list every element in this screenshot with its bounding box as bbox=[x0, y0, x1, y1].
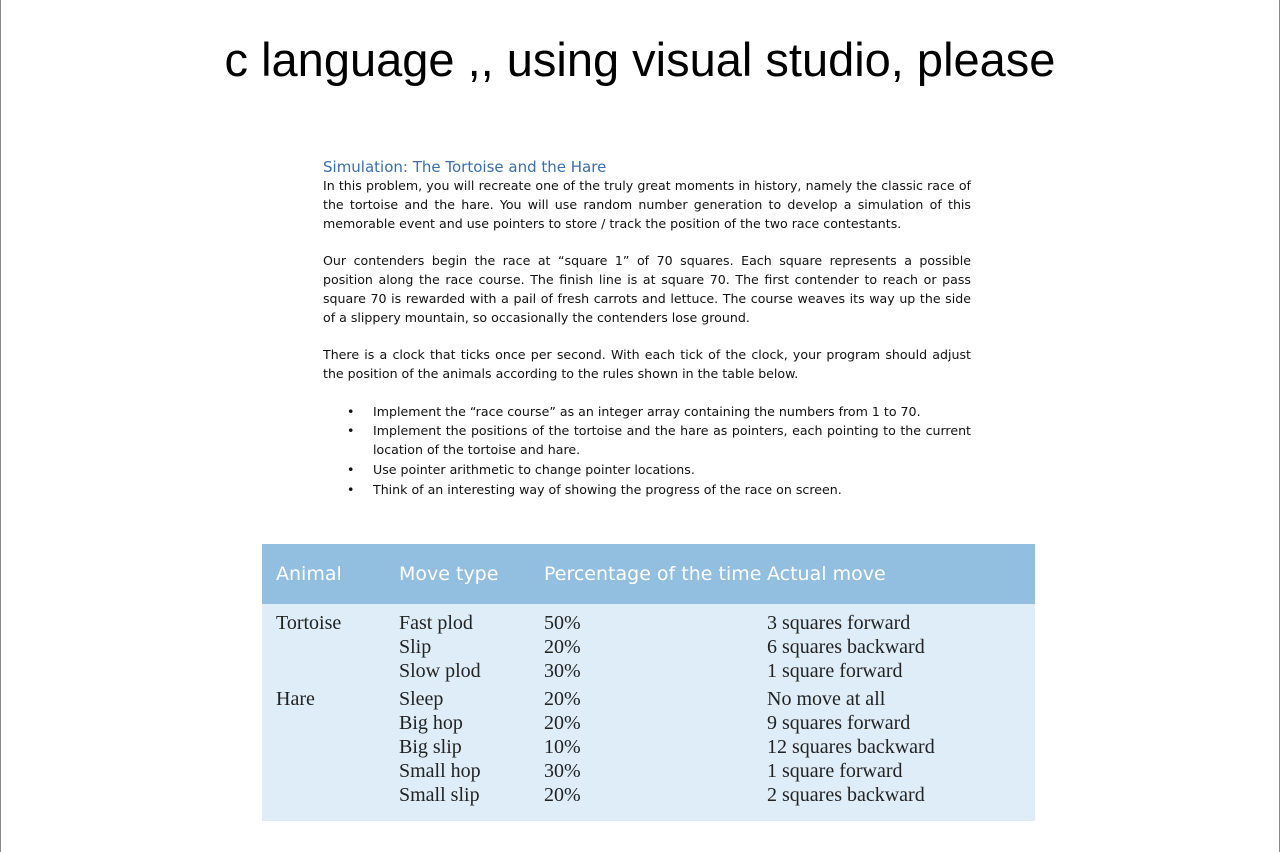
list-item bbox=[323, 481, 971, 500]
paragraph-intro: In this problem, you will recreate one of the truly great moments in history, namely the classic race of the tortoise and the hare. You will use random number generation to develop a simulation of this memorable event and use pointers to store / track the position of the two race contestants. bbox=[323, 178, 971, 231]
column-header-actual-move: Actual move bbox=[767, 563, 886, 585]
table-cell-actual-move: 1 square forward bbox=[767, 760, 903, 782]
document-heading: Simulation: The Tortoise and the Hare bbox=[323, 158, 607, 176]
list-item-text: Think of an interesting way of showing the progress of the race on screen. bbox=[373, 481, 842, 497]
list-item-text: Implement the “race course” as an integer array containing the numbers from 1 to 70. bbox=[373, 403, 921, 419]
table-cell-actual-move: 9 squares forward bbox=[767, 712, 911, 734]
table-cell-move-type: Big hop bbox=[399, 712, 463, 734]
requirements-list bbox=[323, 403, 971, 500]
table-cell-move-type: Slip bbox=[399, 636, 432, 658]
table-cell-percentage: 30% bbox=[544, 660, 581, 682]
list-item-text: Implement the positions of the tortoise and the hare as pointers, each pointing to the current location of the tortoise and hare. bbox=[373, 423, 971, 458]
table-cell-percentage: 20% bbox=[544, 688, 581, 710]
column-header-move-type: Move type bbox=[399, 563, 499, 585]
bullet-icon: • bbox=[347, 423, 355, 439]
table-cell-actual-move: 12 squares backward bbox=[767, 736, 935, 758]
table-cell-move-type: Small hop bbox=[399, 760, 481, 782]
paragraph-clock: There is a clock that ticks once per second. With each tick of the clock, your program should adjust the position of the animals according to the rules shown in the table below. bbox=[323, 347, 971, 381]
table-cell-move-type: Small slip bbox=[399, 784, 480, 806]
left-border bbox=[0, 0, 1, 852]
table-cell-actual-move: No move at all bbox=[767, 688, 886, 710]
table-cell-move-type: Slow plod bbox=[399, 660, 481, 682]
table-header-row bbox=[262, 544, 1035, 604]
list-item bbox=[323, 461, 971, 480]
table-cell-percentage: 20% bbox=[544, 712, 581, 734]
table-cell-animal: Tortoise bbox=[276, 612, 342, 634]
table-cell-percentage: 30% bbox=[544, 760, 581, 782]
table-cell-percentage: 20% bbox=[544, 636, 581, 658]
table-cell-actual-move: 6 squares backward bbox=[767, 636, 925, 658]
table-cell-percentage: 50% bbox=[544, 612, 581, 634]
list-item-text: Use pointer arithmetic to change pointer locations. bbox=[373, 461, 695, 477]
move-rules-table bbox=[262, 544, 1035, 821]
table-cell-actual-move: 1 square forward bbox=[767, 660, 903, 682]
table-cell-percentage: 20% bbox=[544, 784, 581, 806]
question-headline: c language ,, using visual studio, please bbox=[224, 33, 1056, 86]
bullet-icon: • bbox=[347, 461, 355, 477]
column-header-animal: Animal bbox=[276, 563, 342, 585]
table-cell-actual-move: 2 squares backward bbox=[767, 784, 925, 806]
bullet-icon: • bbox=[347, 481, 355, 497]
table-cell-move-type: Fast plod bbox=[399, 612, 473, 634]
table-cell-percentage: 10% bbox=[544, 736, 581, 758]
column-header-percentage: Percentage of the time bbox=[544, 563, 762, 585]
list-item bbox=[323, 403, 971, 422]
bullet-icon: • bbox=[347, 403, 355, 419]
list-item bbox=[323, 422, 971, 460]
table-cell-animal: Hare bbox=[276, 688, 315, 710]
paragraph-contenders: Our contenders begin the race at “square 1” of 70 squares. Each square represents a possible position along the race course. The finish line is at square 70. The first contender to reach or pass square 70 is rewarded with a pail of fresh carrots and lettuce. The course weaves its way up the side of a slippery mountain, so occasionally the contenders lose ground. bbox=[323, 253, 971, 325]
table-cell-move-type: Big slip bbox=[399, 736, 462, 758]
table-cell-actual-move: 3 squares forward bbox=[767, 612, 911, 634]
table-cell-move-type: Sleep bbox=[399, 688, 444, 710]
assignment-document bbox=[323, 157, 971, 501]
